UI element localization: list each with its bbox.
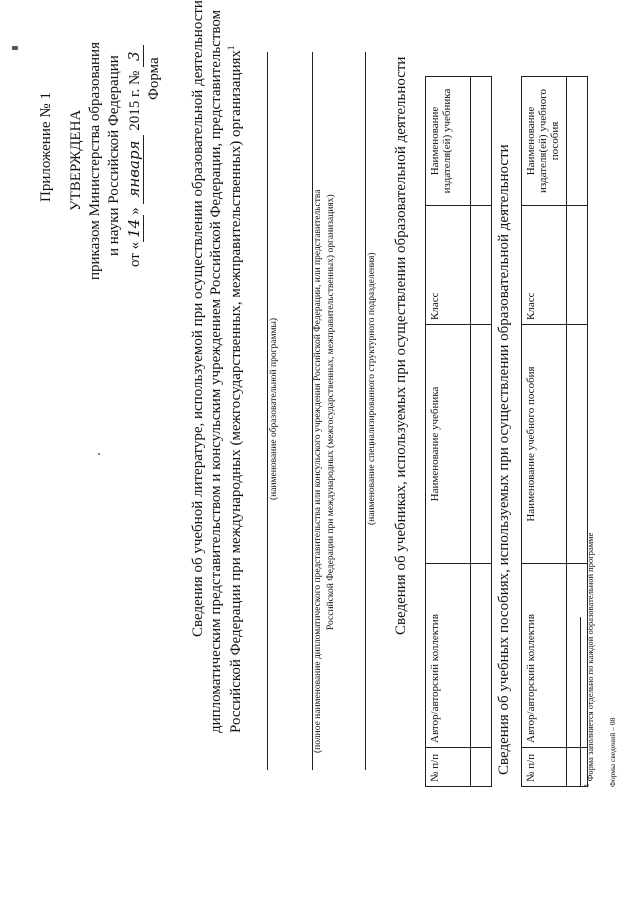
manuals-heading: Сведения об учебных пособиях, используемых при осуществлении образовательной деятельности xyxy=(496,144,512,775)
program-fill-line xyxy=(267,52,268,770)
table-header-row xyxy=(426,77,471,787)
title-line-2: дипломатическим представительством и консульским учреждением Российской Федерации, представительством xyxy=(208,9,224,733)
footnote-mark: 1 xyxy=(583,783,591,787)
appendix-label: Приложение № 1 xyxy=(38,92,54,202)
col-number-header: № п/п xyxy=(522,748,567,787)
table-row xyxy=(471,77,492,787)
order-line-2: и науки Российской Федерации xyxy=(106,55,122,256)
mission-caption-line-1: (полное наименование дипломатического представительства или консульского учреждения Российской Федерации, или представительства xyxy=(313,189,323,753)
footnote-text: Форма заполняется отдельно по каждой образовательной программе xyxy=(584,532,595,782)
col-author-header: Автор/авторский коллектив xyxy=(426,564,471,748)
order-line-1: приказом Министерства образования xyxy=(87,42,103,280)
approved-stamp-text: УТВЕРЖДЕНА xyxy=(68,109,84,211)
col-publisher-header: Наименование издателя(ей) учебника xyxy=(426,77,471,206)
title-footnote-mark: 1 xyxy=(226,45,236,51)
form-code: Формы сведений – 08 xyxy=(608,717,617,787)
footnote-separator xyxy=(580,617,581,787)
program-caption: (наименование образовательной программы) xyxy=(269,317,279,500)
mission-caption-line-2: Российской Федерации при международных (межгосударственных, межправительственных) организациях) xyxy=(326,194,336,630)
footnote xyxy=(583,533,595,787)
order-date-line xyxy=(125,45,144,267)
textbooks-heading: Сведения об учебниках, используемых при осуществлении образовательной деятельности xyxy=(393,56,409,635)
subdivision-fill-line xyxy=(365,52,366,770)
textbooks-table xyxy=(425,76,492,787)
date-prefix: от « xyxy=(127,241,143,267)
date-suffix: 2015 г. № xyxy=(127,66,143,135)
date-month: января xyxy=(125,135,144,204)
table-header-row xyxy=(522,77,567,787)
title-line-1: Сведения об учебной литературе, используемой при осуществлении образовательной деятельности xyxy=(190,0,206,637)
subdivision-caption: (наименование специализированного структурного подразделения) xyxy=(367,252,377,525)
col-author-header: Автор/авторский коллектив xyxy=(522,564,567,748)
col-class-header: Класс xyxy=(522,206,567,325)
date-day: 14 xyxy=(125,215,144,242)
title-line-3: Российской Федерации при международных (межгосударственных, межправительственных) организациях$^1$ xyxy=(226,45,244,733)
form-label: Форма xyxy=(146,57,162,100)
col-publisher-header: Наименование издателя(ей) учебного пособия xyxy=(522,77,567,206)
col-class-header: Класс xyxy=(426,206,471,325)
date-mid: » xyxy=(127,203,143,215)
scan-speck xyxy=(12,46,18,50)
col-title-header: Наименование учебного пособия xyxy=(522,325,567,564)
scan-speck xyxy=(98,453,100,455)
order-number: 3 xyxy=(125,45,144,67)
manuals-table xyxy=(521,76,588,787)
col-number-header: № п/п xyxy=(426,748,471,787)
col-title-header: Наименование учебника xyxy=(426,325,471,564)
